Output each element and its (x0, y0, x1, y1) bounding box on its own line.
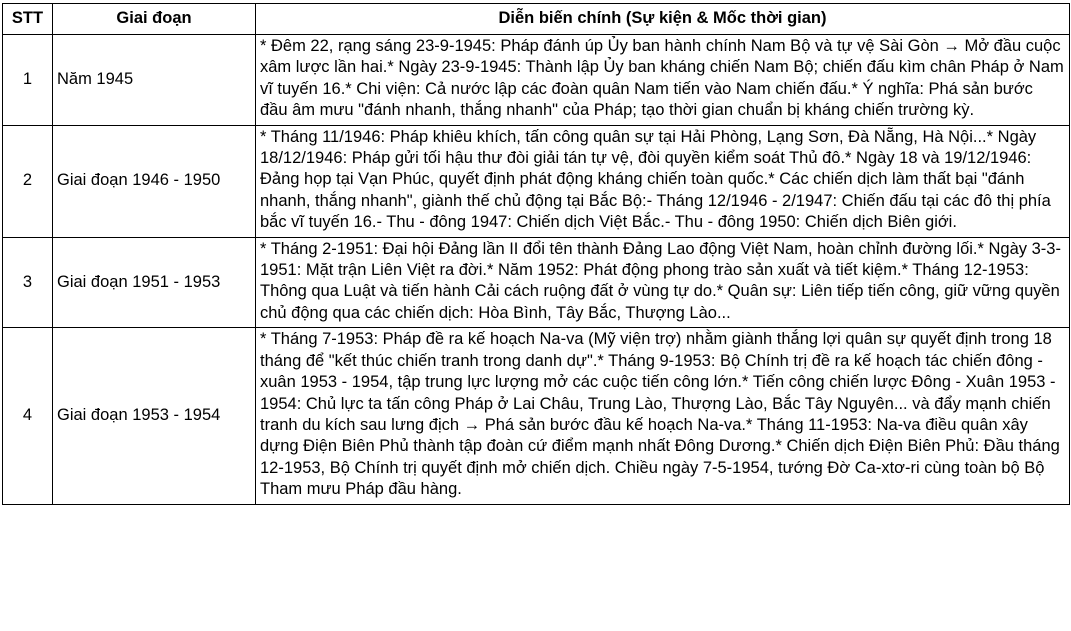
row-period: Giai đoạn 1951 - 1953 (53, 237, 256, 328)
row-events: * Đêm 22, rạng sáng 23-9-1945: Pháp đánh úp Ủy ban hành chính Nam Bộ và tự vệ Sài Gòn → Mở đầu cuộc xâm lược lần hai.* Ngày 23-9-1945: Thành lập Ủy ban kháng chiến Nam Bộ; chiến đấu kìm chân Pháp ở Nam vĩ tuyến 16.* Chi viện: Cả nước lập các đoàn quân Nam tiến vào Nam chiến đấu.* Ý nghĩa: Phá sản bước đầu âm mưu "đánh nhanh, thắng nhanh" của Pháp; tạo thời gian chuẩn bị kháng chiến trường kỳ. (256, 35, 1070, 126)
table-row (3, 237, 1070, 328)
row-events: * Tháng 11/1946: Pháp khiêu khích, tấn công quân sự tại Hải Phòng, Lạng Sơn, Đà Nẵng, Hà Nội...* Ngày 18/12/1946: Pháp gửi tối hậu thư đòi giải tán tự vệ, đòi quyền kiểm soát Thủ đô.* Ngày 18 và 19/12/1946: Đảng họp tại Vạn Phúc, quyết định phát động kháng chiến toàn quốc.* Các chiến dịch làm thất bại "đánh nhanh, thắng nhanh", giành thế chủ động tại Bắc Bộ:- Tháng 12/1946 - 2/1947: Chiến đấu tại các đô thị phía bắc vĩ tuyến 16.- Thu - đông 1947: Chiến dịch Việt Bắc.- Thu - đông 1950: Chiến dịch Biên giới. (256, 125, 1070, 237)
header-period: Giai đoạn (53, 4, 256, 35)
row-events: * Tháng 2-1951: Đại hội Đảng lần II đổi tên thành Đảng Lao động Việt Nam, hoàn chỉnh đường lối.* Ngày 3-3-1951: Mặt trận Liên Việt ra đời.* Năm 1952: Phát động phong trào sản xuất và tiết kiệm.* Tháng 12-1953: Thông qua Luật và tiến hành Cải cách ruộng đất ở vùng tự do.* Quân sự: Liên tiếp tiến công, giữ vững quyền chủ động qua các chiến dịch: Hòa Bình, Tây Bắc, Thượng Lào... (256, 237, 1070, 328)
header-events: Diễn biến chính (Sự kiện & Mốc thời gian) (256, 4, 1070, 35)
row-number: 2 (3, 125, 53, 237)
history-table (2, 3, 1070, 505)
row-number: 1 (3, 35, 53, 126)
row-events: * Tháng 7-1953: Pháp đề ra kế hoạch Na-va (Mỹ viện trợ) nhằm giành thắng lợi quân sự quyết định trong 18 tháng để "kết thúc chiến tranh trong danh dự".* Tháng 9-1953: Bộ Chính trị đề ra kế hoạch tác chiến đông - xuân 1953 - 1954, tập trung lực lượng mở các cuộc tiến công lớn.* Tiến công chiến lược Đông - Xuân 1953 - 1954: Chủ lực ta tấn công Pháp ở Lai Châu, Trung Lào, Thượng Lào, Bắc Tây Nguyên... và đẩy mạnh chiến tranh du kích sau lưng địch → Phá sản bước đầu kế hoạch Na-va.* Tháng 11-1953: Na-va điều quân xây dựng Điện Biên Phủ thành tập đoàn cứ điểm mạnh nhất Đông Dương.* Chiến dịch Điện Biên Phủ: Đầu tháng 12-1953, Bộ Chính trị quyết định mở chiến dịch. Chiều ngày 7-5-1954, tướng Đờ Ca-xtơ-ri cùng toàn bộ Bộ Tham mưu Pháp đầu hàng. (256, 328, 1070, 504)
table-row (3, 125, 1070, 237)
row-number: 3 (3, 237, 53, 328)
header-row (3, 4, 1070, 35)
table-row (3, 328, 1070, 504)
row-period: Giai đoạn 1953 - 1954 (53, 328, 256, 504)
table-row (3, 35, 1070, 126)
header-stt: STT (3, 4, 53, 35)
row-number: 4 (3, 328, 53, 504)
row-period: Năm 1945 (53, 35, 256, 126)
row-period: Giai đoạn 1946 - 1950 (53, 125, 256, 237)
